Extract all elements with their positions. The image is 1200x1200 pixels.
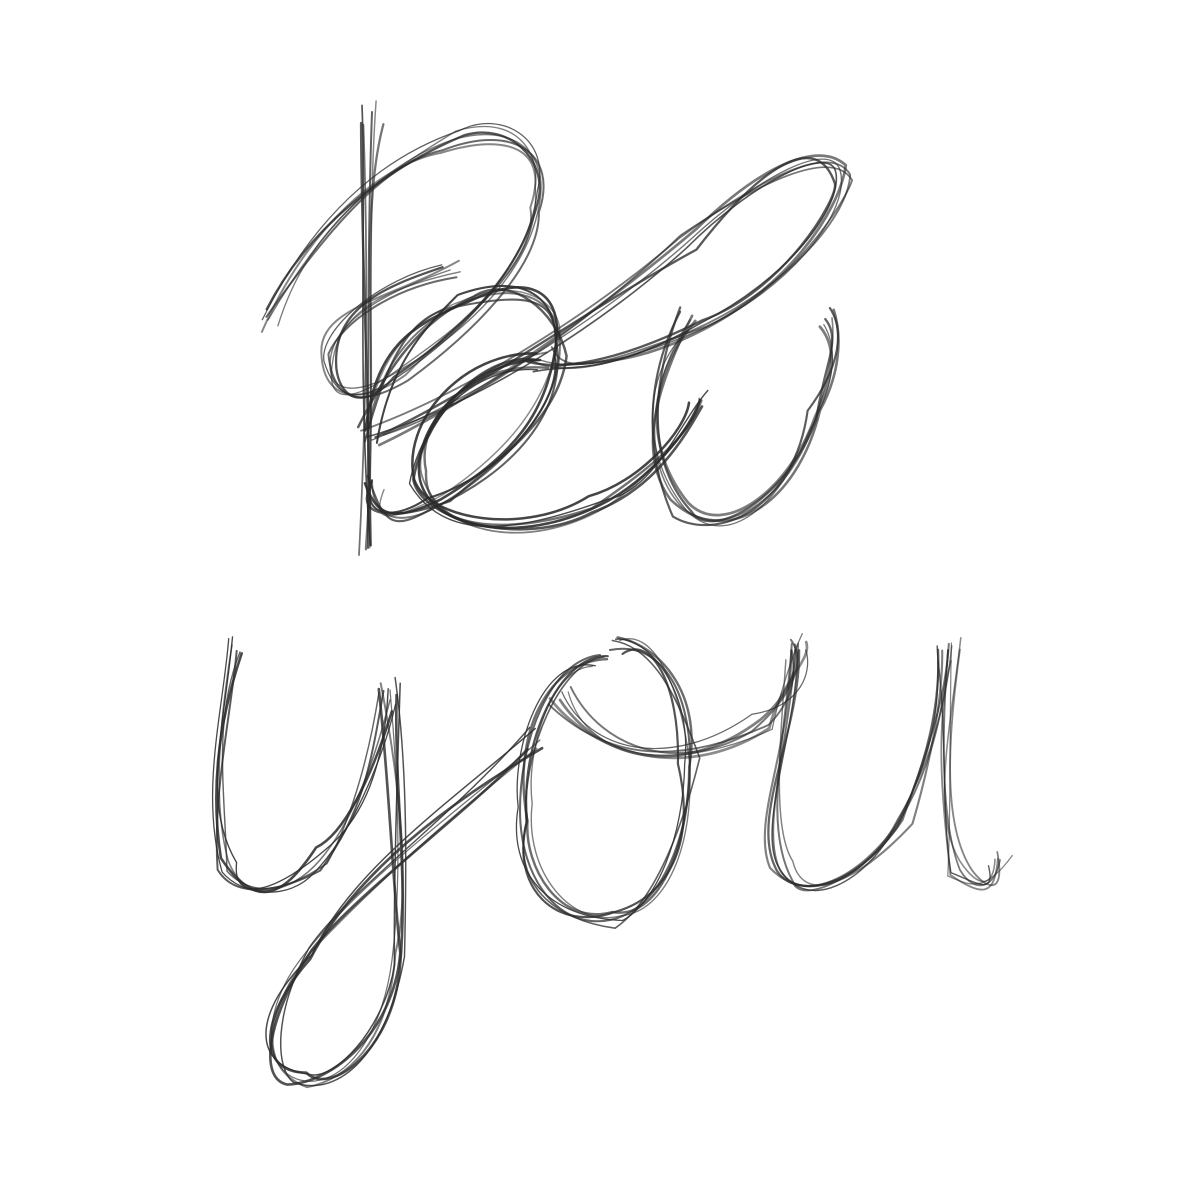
letter-u-tail-stroke bbox=[948, 643, 1013, 884]
letter-y-left-arm-stroke bbox=[216, 653, 392, 892]
letter-e-loop-stroke bbox=[361, 162, 850, 430]
letter-y-left-arm-stroke bbox=[219, 645, 390, 890]
letter-y-descender-stroke bbox=[266, 683, 535, 1075]
letter-y-descender-stroke bbox=[281, 678, 530, 1086]
letter-u-tail-stroke bbox=[945, 638, 995, 882]
letter-u-tail-stroke bbox=[950, 650, 999, 886]
letter-y-descender-stroke bbox=[273, 683, 537, 1087]
letter-e-bowl-stroke bbox=[412, 353, 689, 519]
letter-b-lower-bowl-stroke bbox=[365, 300, 558, 522]
letter-y-left-arm-stroke bbox=[223, 652, 379, 888]
letter-u-tail-stroke bbox=[944, 650, 1000, 885]
letter-u-body-stroke bbox=[768, 650, 938, 886]
letter-y-descender-stroke bbox=[270, 689, 527, 1085]
letter-e-loop-stroke bbox=[384, 167, 853, 435]
letter-y-left-arm-stroke bbox=[217, 651, 384, 890]
letter-y-left-arm-stroke bbox=[217, 637, 388, 889]
word-you-strokes bbox=[213, 634, 1013, 1088]
word-be-strokes bbox=[262, 101, 852, 555]
